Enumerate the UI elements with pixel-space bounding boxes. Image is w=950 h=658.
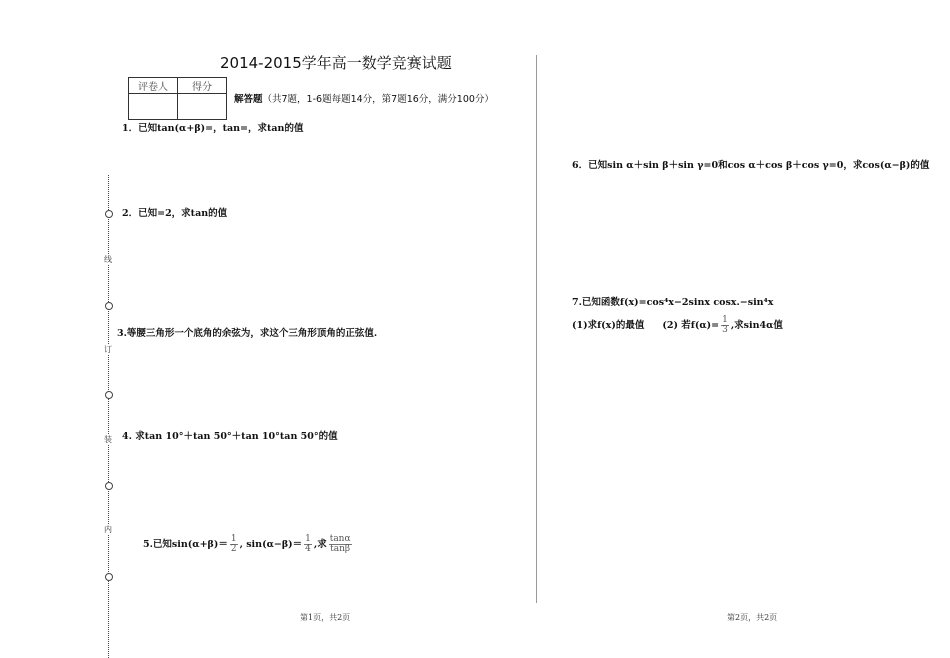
question-2: 2．已知=2，求tan的值 <box>122 208 228 219</box>
question-6: 6．已知sin α＋sin β＋sin γ=0和cos α＋cos β＋cos γ=0，求cos(α−β)的值 <box>572 160 930 171</box>
section-instructions <box>234 91 494 105</box>
question-7-parts <box>572 316 783 335</box>
q5-prefix: 5.已知sin(α+β)＝ <box>143 539 228 550</box>
section-label: 解答题 <box>234 94 263 105</box>
q7-fraction: $\frac{1}{3}$ <box>722 315 728 335</box>
q5-fraction-2: $\frac{1}{4}$ <box>305 534 311 554</box>
binding-ring <box>105 302 113 310</box>
grader-cell <box>129 94 178 120</box>
q7-part-1: (1)求f(x)的最值 <box>572 320 645 331</box>
page-divider <box>536 55 537 603</box>
q7-part-2-suffix: ,求sin4α值 <box>730 320 783 331</box>
footer-page-1: 第1页，共2页 <box>300 613 351 622</box>
binding-char-bind: 装 <box>104 435 112 444</box>
question-7-stem: 7.已知函数f(x)=cos⁴x−2sinx cosx.−sin⁴x <box>572 297 774 308</box>
binding-ring <box>105 391 113 399</box>
exam-title: 2014-2015学年高一数学竞赛试题 <box>220 54 452 72</box>
q5-fraction-3: $\frac{\tan\alpha}{\tan\beta}$ <box>329 534 351 554</box>
q5-middle: , sin(α−β)＝ <box>239 539 303 550</box>
question-3: 3.等腰三角形一个底角的余弦为，求这个三角形顶角的正弦值. <box>117 328 378 339</box>
binding-ring <box>105 210 113 218</box>
score-table <box>128 77 227 120</box>
binding-ring <box>105 482 113 490</box>
q5-suffix: ,求 <box>313 539 327 550</box>
footer-page-2: 第2页，共2页 <box>727 613 778 622</box>
question-4: 4. 求tan 10°＋tan 50°＋tan 10°tan 50°的值 <box>122 431 338 442</box>
binding-line <box>108 175 109 658</box>
grader-header: 评卷人 <box>129 78 178 94</box>
question-5 <box>143 535 354 554</box>
question-1: 1．已知tan(α+β)=，tan=，求tan的值 <box>122 123 304 134</box>
q7-part-2-prefix: (2) 若f(α)= <box>662 320 720 331</box>
binding-char-line: 线 <box>104 255 112 264</box>
binding-ring <box>105 573 113 581</box>
binding-char-inside: 内 <box>104 525 112 534</box>
score-header: 得分 <box>178 78 227 94</box>
binding-char-order: 订 <box>104 345 112 354</box>
score-cell <box>178 94 227 120</box>
section-description: （共7题，1-6题每题14分，第7题16分，满分100分） <box>262 94 494 105</box>
q5-fraction-1: $\frac{1}{2}$ <box>230 534 237 554</box>
